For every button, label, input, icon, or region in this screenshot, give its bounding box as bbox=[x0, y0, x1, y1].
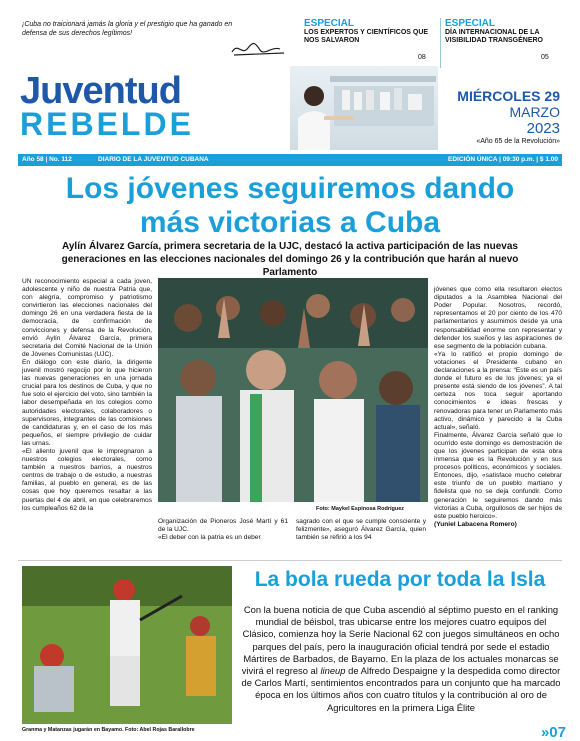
second-body bbox=[240, 604, 562, 714]
lead-subhead: Aylín Álvarez García, primera secretaria de la UJC, destacó la activa participación de las nuevas generaciones en las elecciones nacionales del domingo 26 y la contribución que harán al nuevo Parlamento bbox=[61, 241, 519, 278]
lead-column-4 bbox=[434, 278, 562, 529]
page-reference[interactable]: »07 bbox=[540, 724, 566, 741]
date-weekday: MIÉRCOLES 29 bbox=[457, 88, 560, 104]
baseball-photo bbox=[22, 566, 232, 724]
photo-credit: Foto: Maykel Espinosa Rodríguez bbox=[316, 506, 405, 512]
issue-number: Año 58 | No. 112 bbox=[22, 156, 72, 163]
photo-caption: Granma y Matanzas jugarán en Bayamo. Foto: Abel Rojas Barallobre bbox=[22, 727, 195, 733]
scientist-illustration bbox=[290, 66, 438, 150]
divider bbox=[18, 560, 562, 561]
lead-column-4-text: jóvenes que como ella resultaron electos diputados a la Asamblea Nacional del Poder Popular. Nosotros, recordó, representamos el 20 por ciento de los 470 parlamentarios y asumimos desde ya una responsabilidad enorme con representar y defender los sueños y las aspiraciones de ese segmento de la población cubana. «Ya lo ratificó el propio domingo de votaciones el Presidente cubano en declaraciones a la prensa: “Este es un país donde el futuro es de los jóvenes; ya el presente está siendo de los jóvenes”. A tal certeza nos toca seguir aportando conocimientos e ideas frescas y renovadoras para tener un Parlamento más activo, dinámico y parecido a la Cuba actual», señaló. Finalmente, Álvarez García señaló que lo ocurrido este domingo es demostración de que los jóvenes participan de esta obra inmensa que es la Revolución y en sus procesos políticos, económicos y sociales. Entonces, dijo, «satisface mucho celebrar este triunfo de un pueblo martiano y fidelista que no se deja confundir. Como generación le seguiremos dando más victorias a Cuba, orgullosos de ser hijos de este pueblo heroico». bbox=[434, 286, 562, 520]
teaser-1[interactable] bbox=[304, 18, 434, 45]
issue-date bbox=[457, 88, 560, 146]
masthead-title: Juventud bbox=[20, 70, 181, 112]
edition-info: EDICIÓN ÚNICA | 09:30 p.m. | $ 1.00 bbox=[448, 156, 558, 163]
masthead-quote: ¡Cuba no traicionará jamás la gloria y el prestigio que ha ganado en defensa de sus derechos legítimos! bbox=[22, 21, 233, 37]
teaser-title: DÍA INTERNACIONAL DE LA VISIBILIDAD TRANSGÉNERO bbox=[445, 29, 544, 44]
lead-headline-line1: Los jóvenes seguiremos dando bbox=[65, 172, 515, 205]
teaser-page: 05 bbox=[541, 54, 549, 61]
crowd-illustration bbox=[158, 278, 428, 502]
second-body-text: de Alfredo Despaigne y la despedida como director de Carlos Martí, sentimientos encontrados para un conjunto que ha marcado época en los últimos años con cuatro títulos y la contribución al oro de Agricultores en la primera Liga Élite bbox=[241, 665, 561, 713]
teaser-tag: ESPECIAL bbox=[304, 18, 355, 29]
date-note: «Año 65 de la Revolución» bbox=[476, 138, 560, 145]
lead-column-1: UN reconocimiento especial a cada joven, adolescente y niño de nuestra Patria que, con alegría, compromiso y patriotismo convirtieron las elecciones nacionales del domingo 26 en una verdadera fiesta de la democracia, de confirmación de convicciones y defensa de la Revolución, envió Aylín Álvarez García, primera secretaria del Comité Nacional de la Unión de Jóvenes Comunistas (UJC). En diálogo con este diario, la dirigente juvenil mostró regocijo por lo que hicieron las nuevas generaciones en una jornada crucial para los destinos de Cuba, y que no fue solo el ejercicio del voto, sino también la labor desempeñada en los colegios como autoridades electorales, colaboradores o supervisores, integrantes de las comisiones de candidaturas y, en el caso de los más pequeños, el siempre privilegio de cuidar las urnas. «El aliento juvenil que le impregnaron a nuestros colegios electorales, como también a nuestros barrios, a nuestros centros de trabajo o de estudio, a nuestras familias, al pueblo en general, es de las cosas que hoy queremos resaltar a las puertas del 4 de abril, en que celebraremos los cumpleaños 62 de la bbox=[22, 278, 152, 512]
tagline: DIARIO DE LA JUVENTUD CUBANA bbox=[98, 156, 209, 163]
info-bar bbox=[18, 154, 562, 166]
date-year: 2023 bbox=[526, 120, 560, 137]
second-body-em: lineup bbox=[320, 665, 346, 677]
lead-photo bbox=[158, 278, 428, 502]
teaser-page: 08 bbox=[418, 54, 426, 61]
lead-headline-line2: más victorias a Cuba bbox=[139, 206, 441, 239]
divider bbox=[440, 18, 441, 68]
second-body-text: Con la buena noticia de que Cuba ascendió al séptimo puesto en el ranking mundial de béisbol, tras ubicarse entre los mejores cuatro equipos del Clásico, comienza hoy la Serie Nacional 62 con juegos simultáneos en ocho parques del país, pero la inauguración oficial tendrá por sede el estadio Mártires de Barbados, de Bayamo. En la plaza de los actuales monarcas se vivirá el regreso al bbox=[241, 604, 560, 677]
signature-icon bbox=[228, 38, 288, 60]
teaser-tag: ESPECIAL bbox=[445, 18, 496, 29]
lead-headline[interactable] bbox=[0, 172, 580, 240]
lab-photo bbox=[290, 66, 438, 150]
lead-column-3: sagrado con el que se cumple consciente y felizmente», aseguró Álvarez García, quien también se refirió a los 94 bbox=[296, 518, 426, 542]
byline: (Yuniel Labacena Romero) bbox=[434, 520, 517, 528]
teaser-title: LOS EXPERTOS Y CIENTÍFICOS QUE NOS SALVARON bbox=[304, 29, 429, 44]
masthead-subtitle: REBELDE bbox=[20, 106, 194, 142]
baseball-illustration bbox=[22, 566, 232, 724]
lead-column-2: Organización de Pioneros José Martí y 61 de la UJC. «El deber con la patria es un deber bbox=[158, 518, 288, 542]
date-month: MARZO bbox=[509, 104, 560, 120]
teaser-2[interactable] bbox=[445, 18, 565, 45]
second-headline[interactable]: La bola rueda por toda la Isla bbox=[254, 568, 546, 591]
